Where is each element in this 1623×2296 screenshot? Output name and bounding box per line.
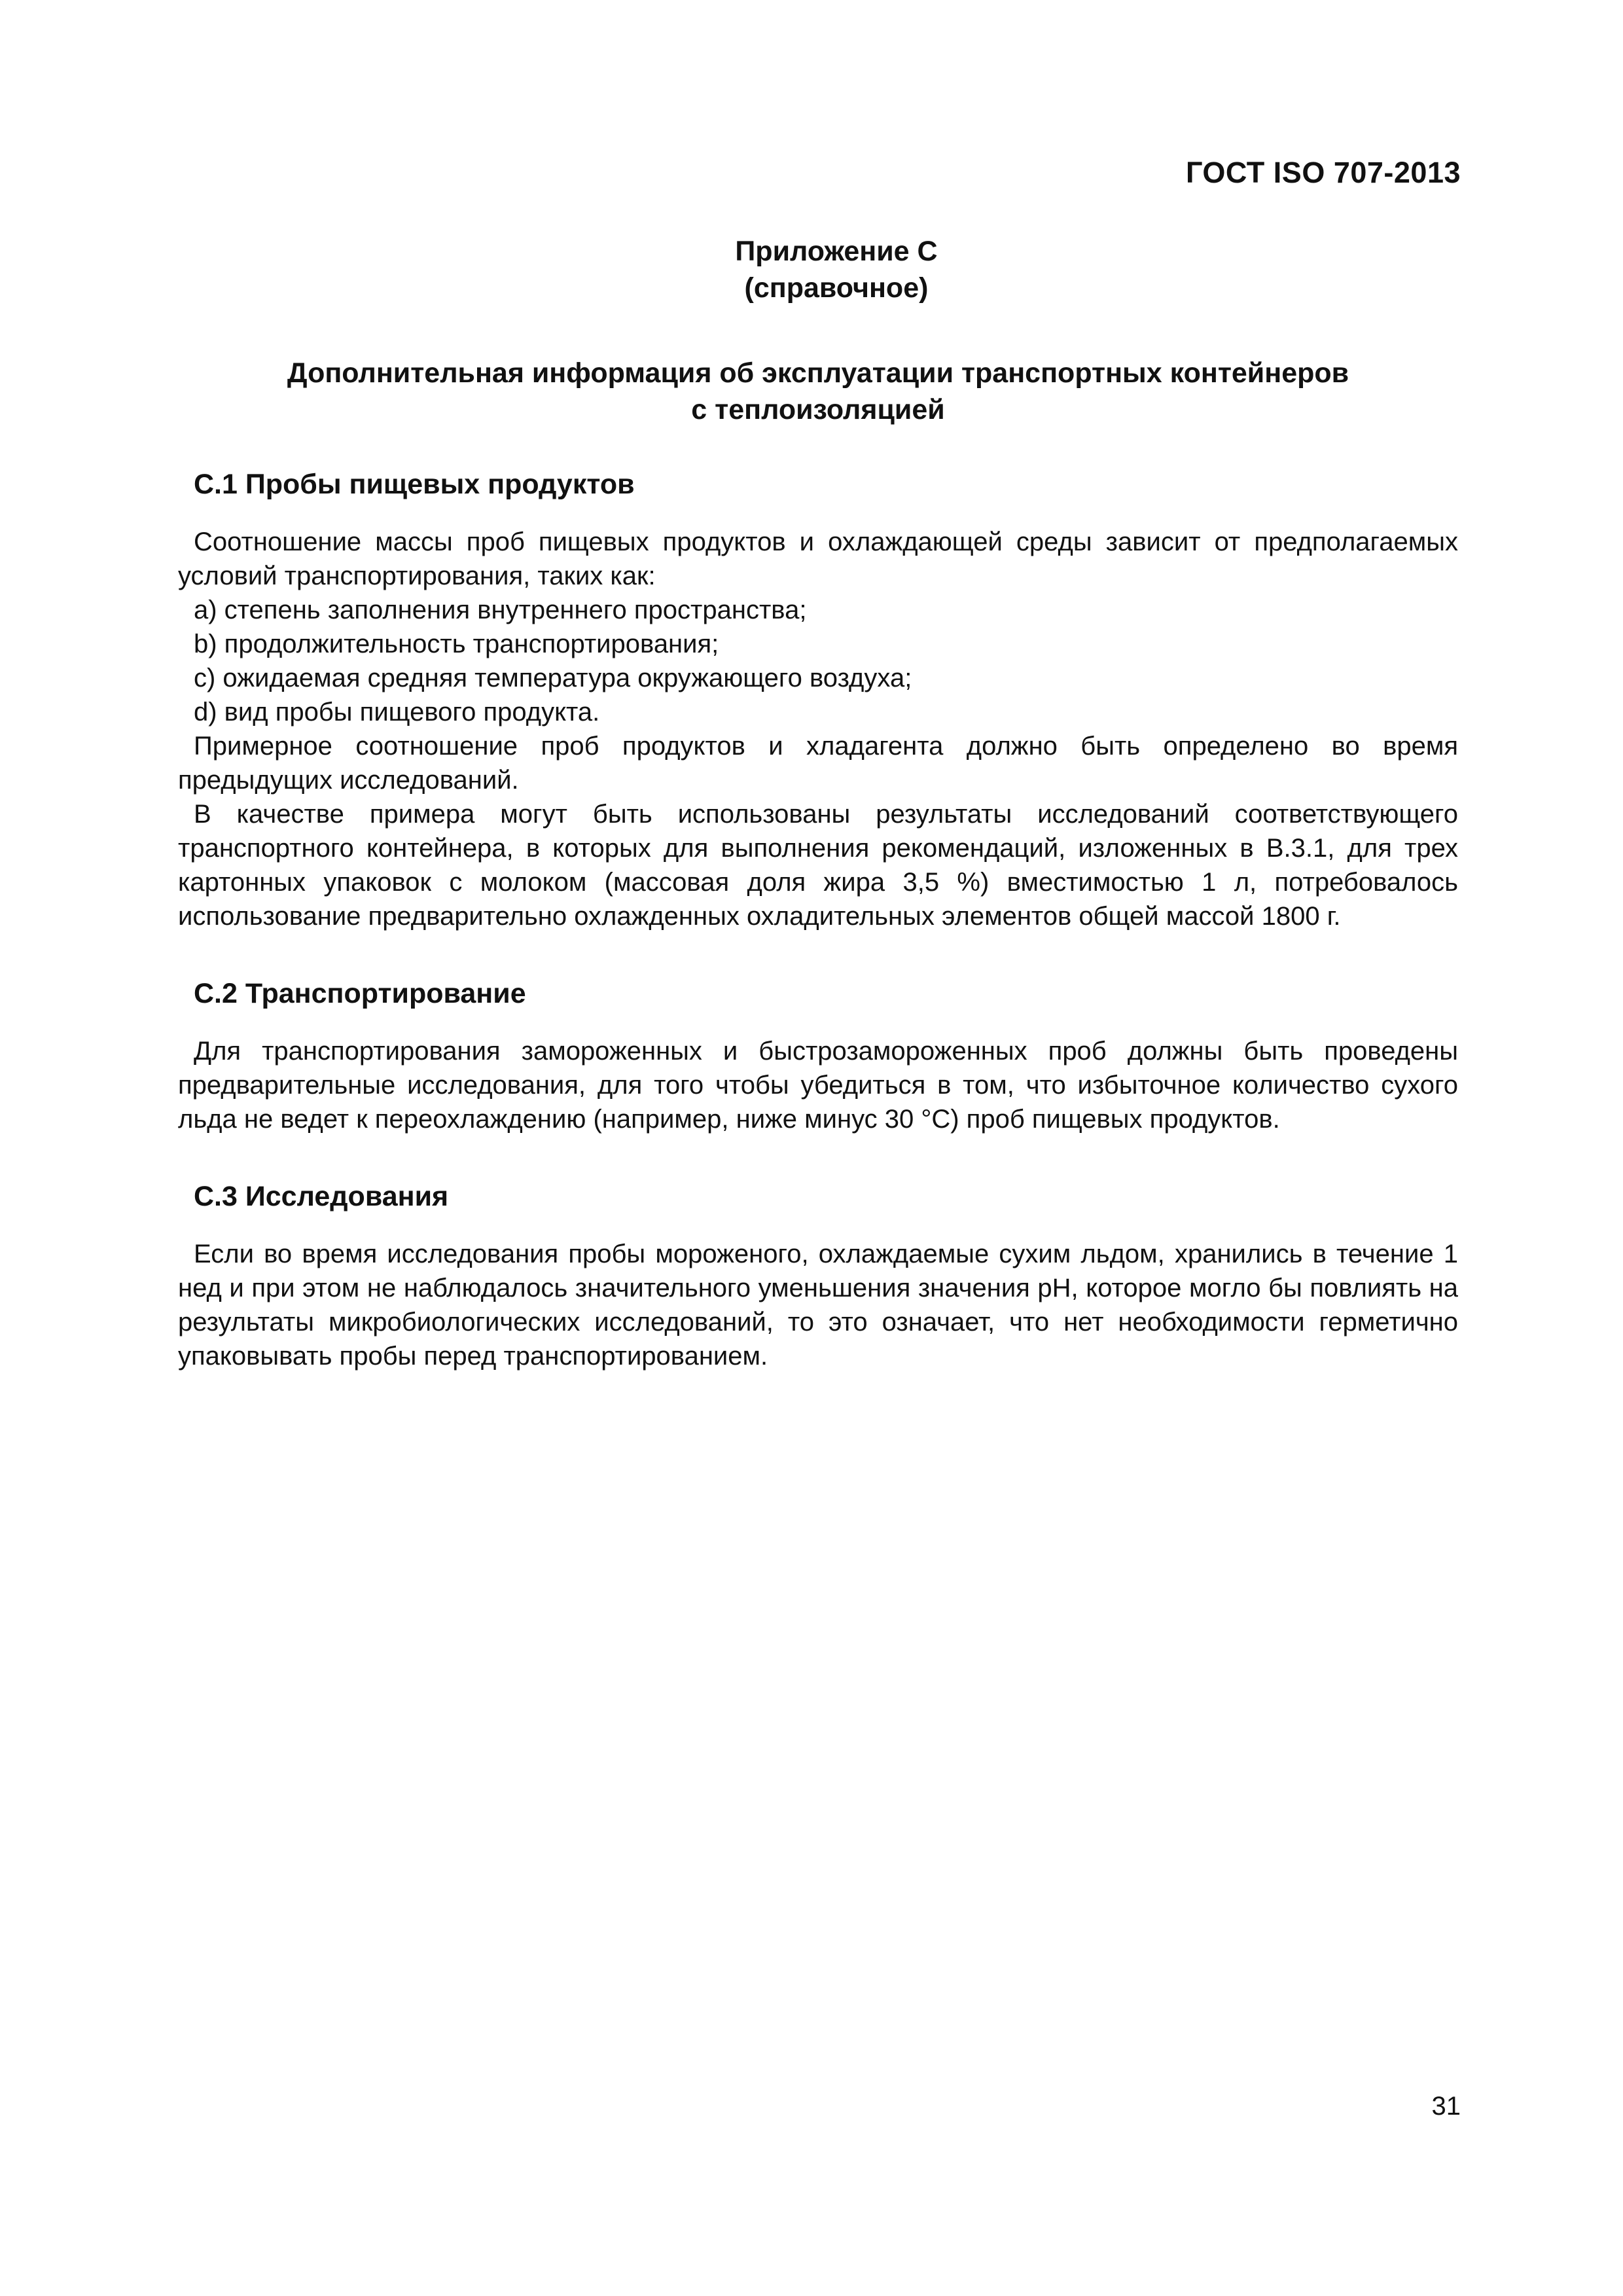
section-c2 — [178, 975, 1458, 1136]
section-c1 — [178, 466, 1458, 933]
list-item: b) продолжительность транспортирования; — [194, 630, 719, 658]
section-title: С.2 Транспортирование — [194, 978, 526, 1009]
list-item: d) вид пробы пищевого продукта. — [194, 698, 600, 726]
section-c3 — [178, 1178, 1458, 1373]
paragraph: Если во время исследования пробы мороженого, охлаждаемые сухим льдом, хранились в течение 1 нед и при этом не наблюдалось значительного уменьшения значения pH, которое могло бы повлиять на результаты микробиологических исследований, то это означает, что нет необходимости герметично упаковывать пробы перед транспортированием. — [178, 1240, 1458, 1371]
annex-heading-line-1: Дополнительная информация об эксплуатации транспортных контейнеров — [287, 357, 1349, 389]
paragraph: Для транспортирования замороженных и быстрозамороженных проб должны быть проведены предварительные исследования, для того чтобы убедиться в том, что избыточное количество сухого льда не ведет к переохлаждению (например, ниже минус 30 °С) проб пищевых продуктов. — [178, 1037, 1458, 1134]
paragraph: Соотношение массы проб пищевых продуктов и охлаждающей среды зависит от предполагаемых условий транспортирования, таких как: — [178, 528, 1458, 590]
section-title: С.1 Пробы пищевых продуктов — [194, 469, 635, 500]
standard-code: ГОСТ ISO 707-2013 — [1186, 156, 1461, 189]
paragraph: В качестве примера могут быть использованы результаты исследований соответствующего транспортного контейнера, в которых для выполнения рекомендаций, изложенных в В.3.1, для трех картонных упаковок с молоком (массовая доля жира 3,5 %) вместимостью 1 л, потребовалось использование предварительно охлажденных охладительных элементов общей массой 1800 г. — [178, 800, 1458, 931]
annex-heading — [178, 355, 1458, 428]
page-number: 31 — [1431, 2092, 1461, 2121]
annex-title-block — [215, 233, 1458, 306]
list-item: c) ожидаемая средняя температура окружающего воздуха; — [194, 664, 912, 692]
annex-title: Приложение С — [735, 236, 938, 267]
paragraph: Примерное соотношение проб продуктов и хладагента должно быть определено во время предыдущих исследований. — [178, 732, 1458, 795]
page-content — [178, 233, 1458, 1373]
list-item: a) степень заполнения внутреннего пространства; — [194, 596, 807, 624]
section-title: С.3 Исследования — [194, 1181, 449, 1212]
annex-kind: (справочное) — [744, 272, 929, 304]
annex-heading-line-2: с теплоизоляцией — [691, 394, 945, 425]
